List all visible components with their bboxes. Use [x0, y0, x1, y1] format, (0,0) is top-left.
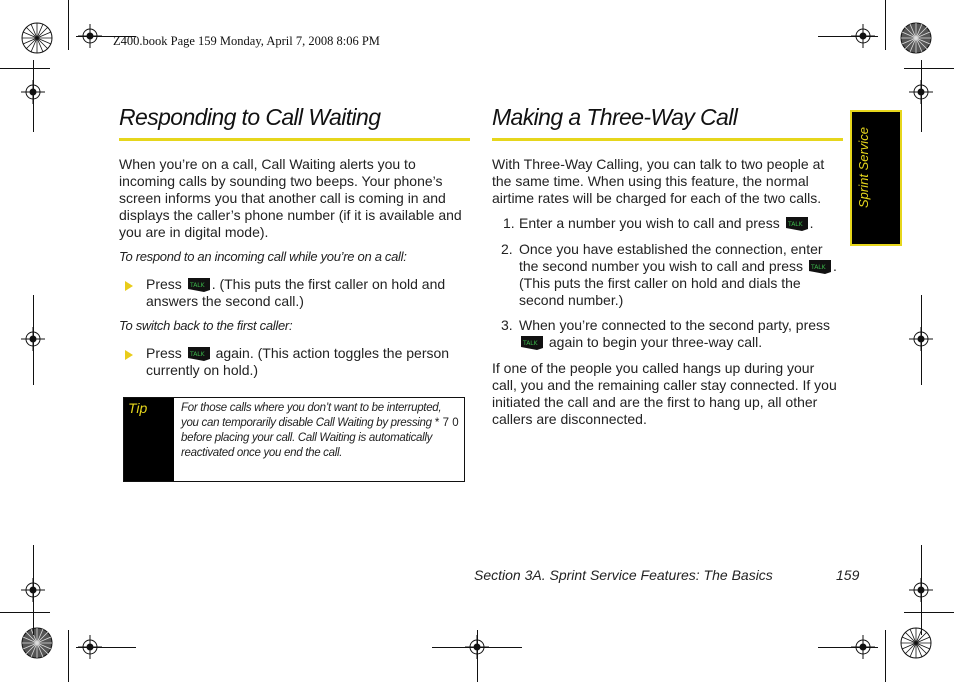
talk-key-icon: [187, 276, 211, 293]
three-way-intro: With Three-Way Calling, you can talk to two people at the same time. When using this feature, the normal airtime rates will be charged for each of the two calls.: [492, 156, 825, 206]
book-info-line: Z400.book Page 159 Monday, April 7, 2008 8:06 PM: [113, 34, 380, 48]
bullet-prefix: Press: [146, 276, 182, 292]
procedure-heading-switch: To switch back to the first caller:: [119, 318, 293, 333]
bullet-suffix: again. (This action toggles the person currently on hold.): [146, 345, 450, 378]
bullet-suffix: . (This puts the first caller on hold and answers the second call.): [146, 276, 446, 309]
talk-key-label: TALK: [810, 264, 826, 271]
step-number: 2.: [501, 241, 513, 257]
talk-key-label: TALK: [189, 282, 205, 289]
call-waiting-intro: When you’re on a call, Call Waiting alerts you to incoming calls by sounding two beeps. Your phone’s screen informs you that another call is coming in and displays the caller’s phone number (if it is available and you are in digital mode).: [119, 156, 462, 240]
step-1-text: [519, 215, 841, 232]
procedure-heading-respond: To respond to an incoming call while you’re on a call:: [119, 249, 407, 264]
talk-key-icon: [785, 215, 809, 232]
bullet-press-talk: [146, 276, 466, 310]
bullet-press-talk-again: [146, 345, 466, 379]
page-number: 159: [836, 567, 860, 583]
step-text-before: When you’re connected to the second party, press: [519, 317, 831, 333]
step-text-before: Enter a number you wish to call and press: [519, 215, 780, 231]
tip-text-before: For those calls where you don’t want to be interrupted, you can temporarily disable Call Waiting by pressing: [181, 402, 442, 429]
bullet-arrow-icon: [125, 281, 133, 291]
bullet-prefix: Press: [146, 345, 182, 361]
tip-box: [123, 397, 465, 482]
step-text-before: Once you have established the connection, enter the second number you wish to call and press: [519, 241, 823, 274]
section-title-call-waiting: Responding to Call Waiting: [119, 104, 381, 130]
footer-section-title: Section 3A. Sprint Service Features: The Basics: [474, 567, 773, 583]
step-text-after: again to begin your three-way call.: [545, 334, 763, 350]
tip-text: [181, 401, 459, 461]
talk-key-label: TALK: [787, 221, 803, 228]
step-number: 3.: [501, 317, 513, 333]
talk-key-icon: [187, 345, 211, 362]
talk-key-label: TALK: [523, 340, 538, 347]
tip-text-after: before placing your call. Call Waiting is automatically reactivated once you end the call.: [181, 432, 433, 459]
starburst-icon: [900, 22, 932, 54]
talk-key-icon: [808, 258, 832, 275]
tip-keys: * 7 0: [431, 417, 459, 429]
side-tab: [850, 110, 902, 246]
starburst-icon: [900, 627, 932, 659]
talk-key-label: TALK: [189, 351, 205, 358]
step-2-text: [519, 241, 841, 309]
section-title-three-way: Making a Three-Way Call: [492, 104, 738, 130]
title-underline: [119, 138, 470, 141]
title-underline: [492, 138, 843, 141]
step-text-after: . (This puts the first caller on hold and dials the second number.): [519, 258, 837, 308]
talk-key-icon: [520, 334, 544, 351]
starburst-icon: [21, 627, 53, 659]
step-3-text: [519, 317, 841, 351]
tip-label: Tip: [128, 400, 148, 416]
bullet-arrow-icon: [125, 350, 133, 360]
side-tab-label: Sprint Service: [856, 127, 871, 208]
starburst-icon: [21, 22, 53, 54]
tip-label-column: [124, 398, 174, 481]
step-number: 1.: [503, 215, 515, 231]
step-text-after: .: [809, 215, 814, 231]
three-way-outro: If one of the people you called hangs up during your call, you and the remaining caller stay connected. If you initiated the call and are the first to hang up, all other callers are disconnected.: [492, 360, 837, 427]
